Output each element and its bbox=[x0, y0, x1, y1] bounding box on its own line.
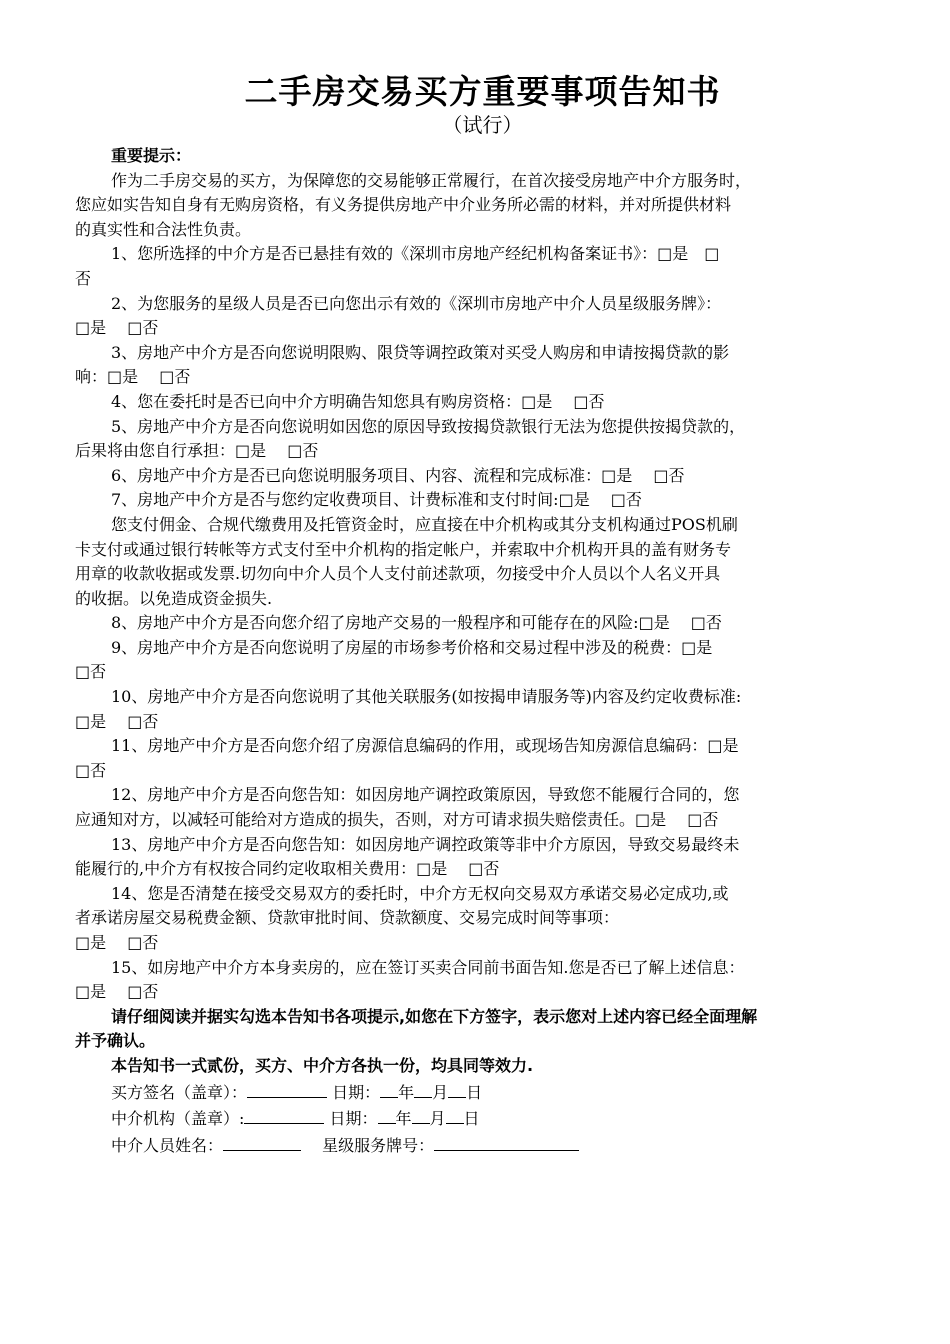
month-label: 月 bbox=[429, 1109, 446, 1129]
year-blank[interactable] bbox=[380, 1079, 398, 1098]
item-14-cont: 者承诺房屋交易税费金额、贷款审批时间、贷款额度、交易完成时间等事项： bbox=[75, 908, 620, 928]
notice-heading: 重要提示： bbox=[111, 146, 192, 165]
agent-name-blank[interactable] bbox=[223, 1132, 301, 1151]
month-blank[interactable] bbox=[412, 1105, 430, 1124]
item-9-cont: □否 bbox=[75, 662, 107, 682]
item-10: 10、房地产中介方是否向您说明了其他关联服务(如按揭申请服务等)内容及约定收费标准: bbox=[111, 687, 742, 707]
buyer-signature-row bbox=[75, 1079, 890, 1106]
item-7: 7、房地产中介方是否与您约定收费项目、计费标准和支付时间:□是 □否 bbox=[111, 490, 642, 510]
item-10-cont: □是 □否 bbox=[75, 711, 159, 731]
payment-note-line: 的收据。以免造成资金损失. bbox=[75, 588, 273, 608]
day-label: 日 bbox=[463, 1109, 480, 1129]
agent-name-label: 中介人员姓名： bbox=[111, 1135, 224, 1155]
item-12-cont: 应通知对方，以减轻可能给对方造成的损失，否则，对方可请求损失赔偿责任。□是 □否 bbox=[75, 810, 719, 830]
day-blank[interactable] bbox=[448, 1079, 466, 1098]
year-label: 年 bbox=[395, 1109, 412, 1129]
intro-line: 的真实性和合法性负责。 bbox=[75, 219, 252, 239]
item-4: 4、您在委托时是否已向中介方明确告知您具有购房资格：□是 □否 bbox=[111, 391, 605, 411]
agent-info-row bbox=[75, 1132, 890, 1159]
intro-line: 作为二手房交易的买方，为保障您的交易能够正常履行，在首次接受房地产中介方服务时， bbox=[111, 170, 752, 190]
agency-signature-blank[interactable] bbox=[244, 1105, 324, 1124]
item-12: 12、房地产中介方是否向您告知：如因房地产调控政策原因，导致您不能履行合同的，您 bbox=[111, 785, 740, 805]
document-title: 二手房交易买方重要事项告知书 bbox=[244, 72, 721, 111]
month-blank[interactable] bbox=[414, 1079, 432, 1098]
document-subtitle: （试行） bbox=[442, 113, 523, 137]
star-badge-label: 星级服务牌号： bbox=[322, 1135, 435, 1155]
item-2: 2、为您服务的星级人员是否已向您出示有效的《深圳市房地产中介人员星级服务牌》： bbox=[111, 293, 722, 313]
item-13-cont: 能履行的,中介方有权按合同约定收取相关费用：□是 □否 bbox=[75, 859, 500, 879]
item-11-cont: □否 bbox=[75, 760, 107, 780]
confirm-line: 请仔细阅读并据实勾选本告知书各项提示,如您在下方签字，表示您对上述内容已经全面理解 bbox=[111, 1006, 758, 1026]
payment-note-line: 用章的收款收据或发票.切勿向中介人员个人支付前述款项，勿接受中介人员以个人名义开具 bbox=[75, 564, 721, 584]
year-blank[interactable] bbox=[378, 1105, 396, 1124]
item-3: 3、房地产中介方是否向您说明限购、限贷等调控政策对买受人购房和申请按揭贷款的影 bbox=[111, 342, 730, 362]
year-label: 年 bbox=[398, 1082, 415, 1102]
item-1-cont: 否 bbox=[75, 268, 92, 288]
day-label: 日 bbox=[466, 1082, 483, 1102]
item-1: 1、您所选择的中介方是否已悬挂有效的《深圳市房地产经纪机构备案证书》：□是 □ bbox=[111, 244, 720, 264]
item-15: 15、如房地产中介方本身卖房的，应在签订买卖合同前书面告知.您是否已了解上述信息： bbox=[111, 957, 745, 977]
item-14-options: □是 □否 bbox=[75, 933, 159, 952]
item-8: 8、房地产中介方是否向您介绍了房地产交易的一般程序和可能存在的风险:□是 □否 bbox=[111, 613, 722, 633]
item-6: 6、房地产中介方是否已向您说明服务项目、内容、流程和完成标准：□是 □否 bbox=[111, 465, 685, 485]
item-3-cont: 响：□是 □否 bbox=[75, 367, 191, 387]
item-5-cont: 后果将由您自行承担：□是 □否 bbox=[75, 441, 319, 461]
item-9: 9、房地产中介方是否向您说明了房屋的市场参考价格和交易过程中涉及的税费：□是 bbox=[111, 637, 713, 657]
item-5: 5、房地产中介方是否向您说明如因您的原因导致按揭贷款银行无法为您提供按揭贷款的， bbox=[111, 416, 746, 436]
confirm-line: 并予确认。 bbox=[75, 1031, 156, 1051]
star-badge-blank[interactable] bbox=[434, 1132, 579, 1151]
buyer-signature-blank[interactable] bbox=[247, 1079, 327, 1098]
item-11: 11、房地产中介方是否向您介绍了房源信息编码的作用，或现场告知房源信息编码：□是 bbox=[111, 736, 739, 756]
payment-note-line: 卡支付或通过银行转帐等方式支付至中介机构的指定帐户，并索取中介机构开具的盖有财务专 bbox=[75, 539, 732, 559]
item-13: 13、房地产中介方是否向您告知：如因房地产调控政策等非中介方原因，导致交易最终未 bbox=[111, 834, 740, 854]
month-label: 月 bbox=[432, 1082, 449, 1102]
payment-note-line: 您支付佣金、合规代缴费用及托管资金时，应直接在中介机构或其分支机构通过POS机刷 bbox=[111, 514, 738, 534]
item-2-cont: □是 □否 bbox=[75, 318, 159, 338]
date-label: 日期： bbox=[329, 1109, 378, 1129]
date-label: 日期： bbox=[332, 1082, 381, 1102]
copies-note: 本告知书一式贰份，买方、中介方各执一份，均具同等效力. bbox=[111, 1055, 534, 1075]
buyer-signature-label: 买方签名（盖章）： bbox=[111, 1082, 248, 1102]
day-blank[interactable] bbox=[446, 1105, 464, 1124]
item-15-cont: □是 □否 bbox=[75, 982, 159, 1002]
agency-signature-label: 中介机构（盖章）: bbox=[111, 1109, 245, 1129]
item-14: 14、您是否清楚在接受交易双方的委托时，中介方无权向交易双方承诺交易必定成功,或 bbox=[111, 883, 729, 903]
agency-signature-row bbox=[75, 1105, 890, 1132]
intro-line: 您应如实告知自身有无购房资格，有义务提供房地产中介业务所必需的材料，并对所提供材料 bbox=[75, 195, 732, 215]
